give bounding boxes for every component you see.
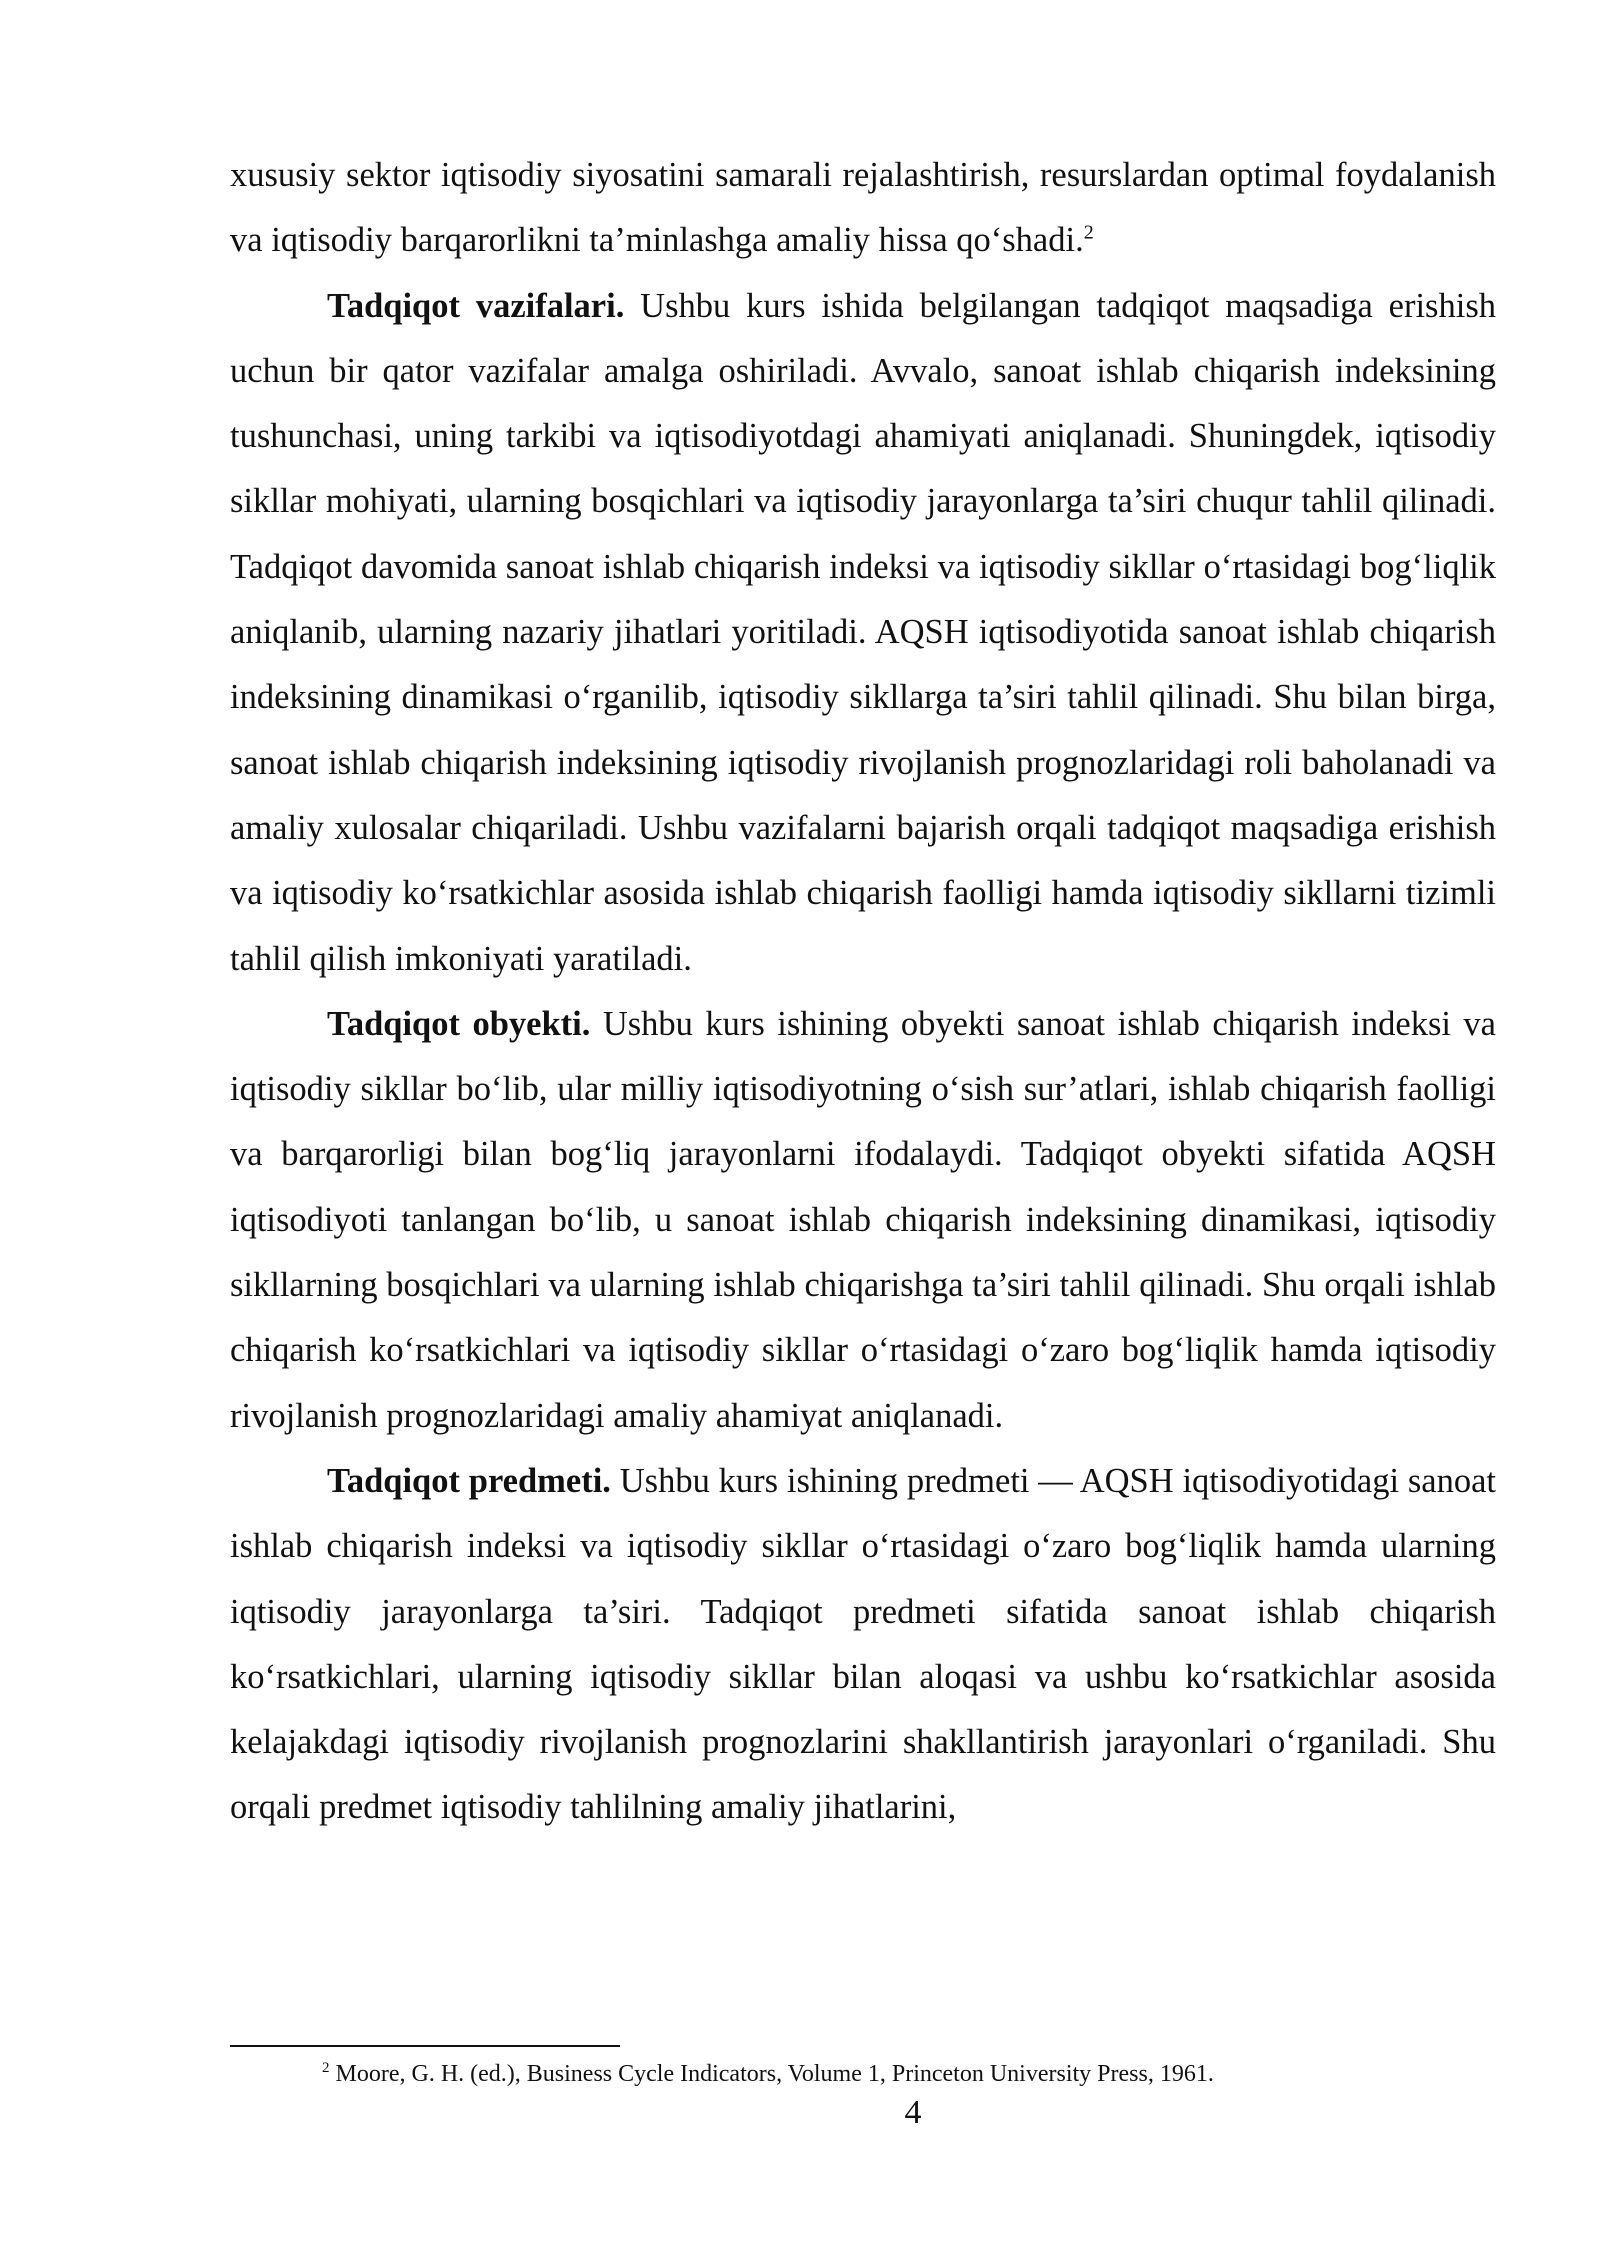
footnote <box>322 2059 1214 2089</box>
paragraph-object <box>230 992 1496 1449</box>
paragraph-text: Ushbu kurs ishida belgilangan tadqiqot maqsadiga erishish uchun bir qator vazifalar amalga oshiriladi. Avvalo, sanoat ishlab chiqarish indeksining tushunchasi, uning tarkibi va iqtisodiyotdagi ahamiyati aniqlanadi. Shuningdek, iqtisodiy sikllar mohiyati, ularning bosqichlari va iqtisodiy jarayonlarga ta’siri chuqur tahlil qilinadi. Tadqiqot davomida sanoat ishlab chiqarish indeksi va iqtisodiy sikllar o‘rtasidagi bog‘liqlik aniqlanib, ularning nazariy jihatlari yoritiladi. AQSH iqtisodiyotida sanoat ishlab chiqarish indeksining dinamikasi o‘rganilib, iqtisodiy sikllarga ta’siri tahlil qilinadi. Shu bilan birga, sanoat ishlab chiqarish indeksining iqtisodiy rivojlanish prognozlaridagi roli baholanadi va amaliy xulosalar chiqariladi. Ushbu vazifalarni bajarish orqali tadqiqot maqsadiga erishish va iqtisodiy ko‘rsatkichlar asosida ishlab chiqarish faolligi hamda iqtisodiy sikllarni tizimli tahlil qilish imkoniyati yaratiladi. <box>230 286 1496 978</box>
paragraph-heading: Tadqiqot vazifalari. <box>327 286 625 325</box>
paragraph-heading: Tadqiqot predmeti. <box>327 1461 611 1500</box>
main-text <box>230 143 1496 1841</box>
page-number: 4 <box>904 2094 922 2131</box>
footnote-separator <box>230 2045 620 2047</box>
footnote-reference: 2 <box>1083 221 1094 244</box>
footnote-number: 2 <box>322 2060 330 2076</box>
paragraph-subject <box>230 1449 1496 1841</box>
footnote-text: Moore, G. H. (ed.), Business Cycle Indicators, Volume 1, Princeton University Press, 1961. <box>335 2061 1214 2087</box>
paragraph-text: Ushbu kurs ishining obyekti sanoat ishlab chiqarish indeksi va iqtisodiy sikllar bo‘lib, ular milliy iqtisodiyotning o‘sish sur’atlari, ishlab chiqarish faolligi va barqarorligi bilan bog‘liq jarayonlarni ifodalaydi. Tadqiqot obyekti sifatida AQSH iqtisodiyoti tanlangan bo‘lib, u sanoat ishlab chiqarish indeksining dinamikasi, iqtisodiy sikllarning bosqichlari va ularning ishlab chiqarishga ta’siri tahlil qilinadi. Shu orqali ishlab chiqarish ko‘rsatkichlari va iqtisodiy sikllar o‘rtasidagi o‘zaro bog‘liqlik hamda iqtisodiy rivojlanish prognozlaridagi amaliy ahamiyat aniqlanadi. <box>230 1004 1496 1435</box>
paragraph-heading: Tadqiqot obyekti. <box>327 1004 591 1043</box>
paragraph-text: Ushbu kurs ishining predmeti — AQSH iqtisodiyotidagi sanoat ishlab chiqarish indeksi va iqtisodiy sikllar o‘rtasidagi o‘zaro bog‘liqlik hamda ularning iqtisodiy jarayonlarga ta’siri. Tadqiqot predmeti sifatida sanoat ishlab chiqarish ko‘rsatkichlari, ularning iqtisodiy sikllar bilan aloqasi va ushbu ko‘rsatkichlar asosida kelajakdagi iqtisodiy rivojlanish prognozlarini shakllantirish jarayonlari o‘rganiladi. Shu orqali predmet iqtisodiy tahlilning amaliy jihatlarini, <box>230 1461 1496 1827</box>
paragraph-continuation <box>230 143 1496 274</box>
paragraph-tasks <box>230 274 1496 992</box>
paragraph-text: xususiy sektor iqtisodiy siyosatini samarali rejalashtirish, resurslardan optimal foydalanish va iqtisodiy barqarorlikni ta’minlashga amaliy hissa qo‘shadi. <box>230 156 1496 260</box>
